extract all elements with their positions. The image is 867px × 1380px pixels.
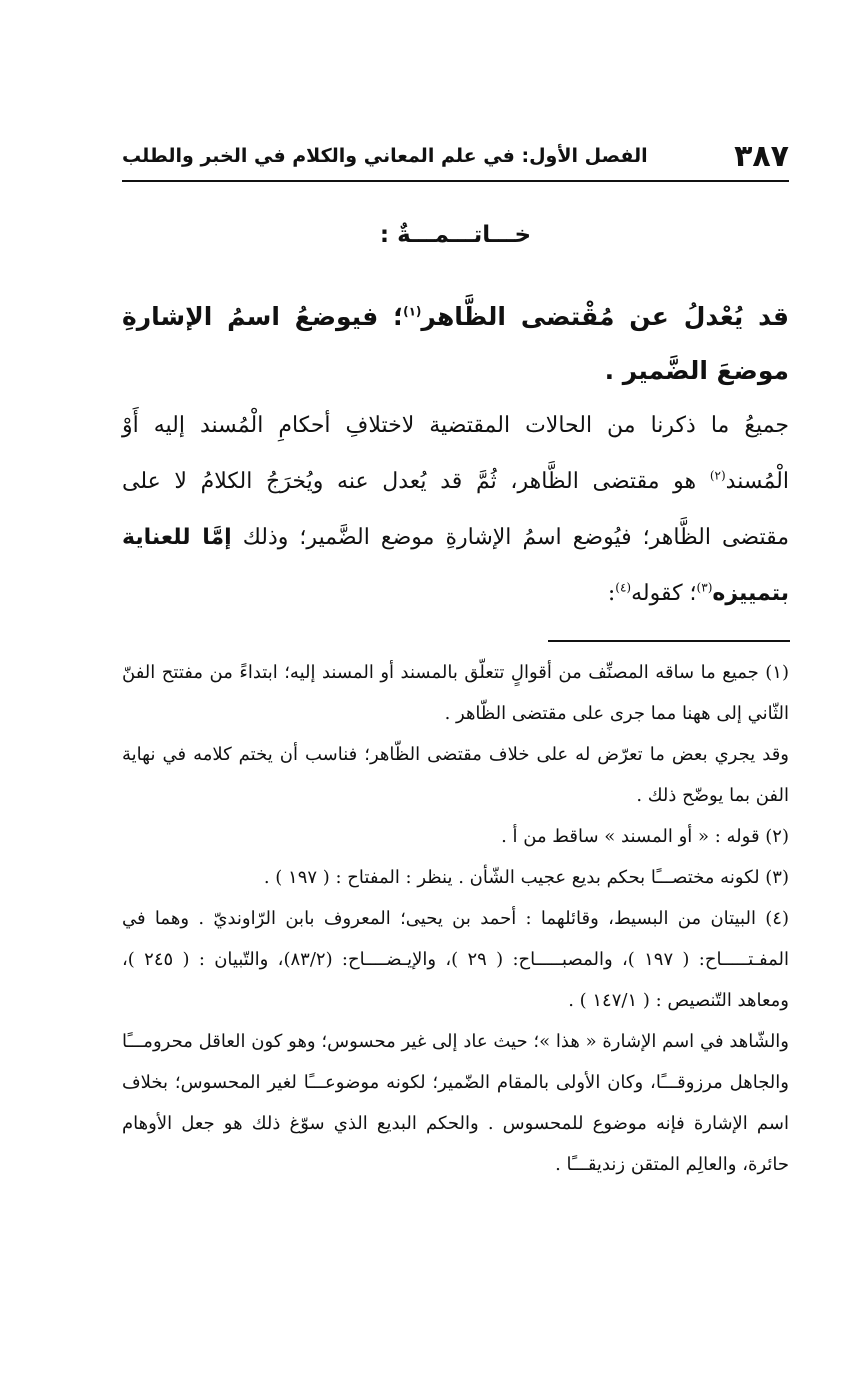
body-paragraph — [122, 398, 789, 622]
footnote-1: (١) جميع ما ساقه المصنِّف من أقوالٍ تتعلّق بالمسند أو المسند إليه؛ ابتداءً من مفتتح الفنّ الثّاني إلى ههنا مما جرى على مقتضى الظّاهر . — [122, 662, 789, 724]
body-part3: ؛ كقوله — [631, 581, 697, 606]
rule-text-part2: ؛ فيوضعُ اسمُ الإشارةِ موضعَ الضَّمير . — [122, 302, 789, 385]
section-heading: خـــاتـــمـــةٌ : — [379, 222, 532, 248]
footnote-ref-2[interactable]: (٢) — [709, 468, 726, 483]
footnote-ref-1[interactable]: (١) — [403, 304, 422, 319]
footnotes — [122, 652, 789, 1185]
footnote-ref-3[interactable]: (٣) — [696, 580, 713, 595]
running-header — [122, 134, 789, 178]
rule-text-part1: قد يُعْدلُ عن مُقْتضى الظَّاهر — [421, 302, 789, 331]
footnote-3: (٣) لكونه مختصـــًا بحكم بديع عجيب الشّأن . ينظر : المفتاح : ( ١٩٧ ) . — [263, 867, 789, 888]
body-bold: إمَّا للعناية بتمييزه — [122, 525, 789, 606]
footnote-4: (٤) البيتان من البسيط، وقائلهما : أحمد بن يحيى؛ المعروف بابن الرّاونديّ . وهما في المفـتـــــاح: ( ١٩٧ )، والمصبـــــاح: ( ٢٩ )، والإيـضــــاح: (٨٣/٢)، والتّبيان : ( ٢٤٥ )، ومعاهد التّنصيص : ( ١٤٧/١ ) . — [122, 908, 790, 1011]
footnote-4-continued: والشّاهد في اسم الإشارة « هذا »؛ حيث عاد إلى غير محسوس؛ وهو كون العاقل محرومـــًا والجاهل مرزوقـــًا، وكان الأولى بالمقام الضّمير؛ لكونه موضوعـــًا لغير المحسوس؛ بخلاف اسم الإشارة فإنه موضوع للمحسوس . والحكم البديع الذي سوّغ ذلك هو جعل الأوهام حائرة، والعالِم المتقن زنديقـــًا . — [122, 1031, 789, 1175]
header-divider — [122, 180, 789, 182]
body-part4: : — [607, 581, 616, 606]
chapter-title: الفصل الأول: في علم المعاني والكلام في الخبر والطلب — [122, 145, 648, 167]
footnote-2: (٢) قوله : « أو المسند » ساقط من أ . — [501, 826, 789, 847]
footnote-1-continued: وقد يجري بعض ما تعرّض له على خلاف مقتضى الظّاهر؛ فناسب أن يختم كلامه في نهاية الفن بما يوضّح ذلك . — [122, 744, 789, 806]
rule-statement — [122, 290, 789, 398]
footnote-ref-4[interactable]: (٤) — [615, 580, 632, 595]
footnote-divider — [548, 640, 790, 642]
page-number: ٣٨٧ — [734, 138, 789, 174]
body-part1: جميعُ ما ذكرنا من الحالات المقتضية لاختلافِ أحكامِ الْمُسند إليه أَوْ الْمُسند — [122, 413, 789, 494]
body-part2: هو مقتضى الظَّاهر، ثُمَّ قد يُعدل عنه ويُخرَجُ الكلامُ لا على مقتضى الظَّاهر؛ فيُوضع اسمُ الإشارةِ موضع الضَّمير؛ وذلك — [122, 469, 789, 550]
